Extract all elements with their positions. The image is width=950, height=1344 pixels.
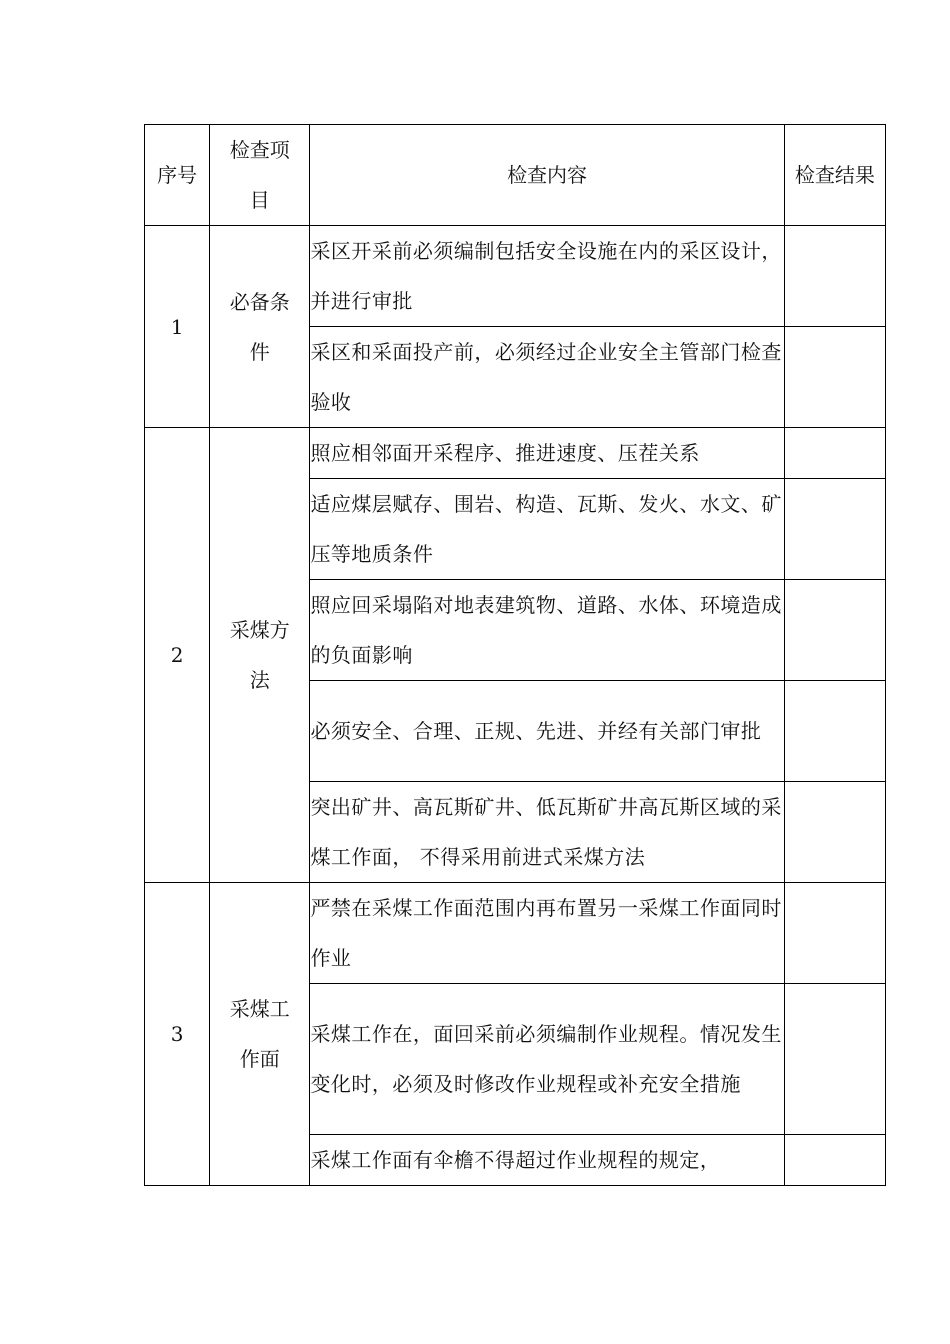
check-content-cell: 照应回采塌陷对地表建筑物、道路、水体、环境造成的负面影响 — [310, 580, 784, 681]
serial-no-cell: 1 — [145, 226, 210, 428]
table-row — [145, 428, 886, 479]
check-result-cell[interactable] — [784, 782, 885, 883]
check-content-cell: 必须安全、合理、正规、先进、并经有关部门审批 — [310, 681, 784, 782]
check-content-cell: 严禁在采煤工作面范围内再布置另一采煤工作面同时作业 — [310, 883, 784, 984]
table-row — [145, 883, 886, 984]
check-content-cell: 照应相邻面开采程序、推进速度、压茬关系 — [310, 428, 784, 479]
check-result-cell[interactable] — [784, 479, 885, 580]
check-content-cell: 采区和采面投产前，必须经过企业安全主管部门检查验收 — [310, 327, 784, 428]
check-content-cell: 采煤工作面有伞檐不得超过作业规程的规定， — [310, 1135, 784, 1186]
header-serial-no: 序号 — [145, 125, 210, 226]
check-result-cell[interactable] — [784, 883, 885, 984]
serial-no-cell: 2 — [145, 428, 210, 883]
check-content-cell: 采区开采前必须编制包括安全设施在内的采区设计，并进行审批 — [310, 226, 784, 327]
check-content-cell: 采煤工作在，面回采前必须编制作业规程。情况发生变化时，必须及时修改作业规程或补充安全措施 — [310, 984, 784, 1135]
check-content-cell: 适应煤层赋存、围岩、构造、瓦斯、发火、水文、矿压等地质条件 — [310, 479, 784, 580]
check-content-cell: 突出矿井、高瓦斯矿井、低瓦斯矿井高瓦斯区域的采煤工作面， 不得采用前进式采煤方法 — [310, 782, 784, 883]
check-item-cell: 必备条件 — [210, 226, 310, 428]
header-check-result: 检查结果 — [784, 125, 885, 226]
inspection-table — [144, 124, 886, 1186]
check-result-cell[interactable] — [784, 226, 885, 327]
table-row — [145, 226, 886, 327]
check-result-cell[interactable] — [784, 428, 885, 479]
serial-no-cell: 3 — [145, 883, 210, 1186]
check-result-cell[interactable] — [784, 580, 885, 681]
check-result-cell[interactable] — [784, 984, 885, 1135]
header-check-content: 检查内容 — [310, 125, 784, 226]
check-result-cell[interactable] — [784, 681, 885, 782]
check-result-cell[interactable] — [784, 327, 885, 428]
table-header-row — [145, 125, 886, 226]
check-item-cell: 采煤工作面 — [210, 883, 310, 1186]
check-item-cell: 采煤方法 — [210, 428, 310, 883]
check-result-cell[interactable] — [784, 1135, 885, 1186]
header-check-item: 检查项目 — [210, 125, 310, 226]
